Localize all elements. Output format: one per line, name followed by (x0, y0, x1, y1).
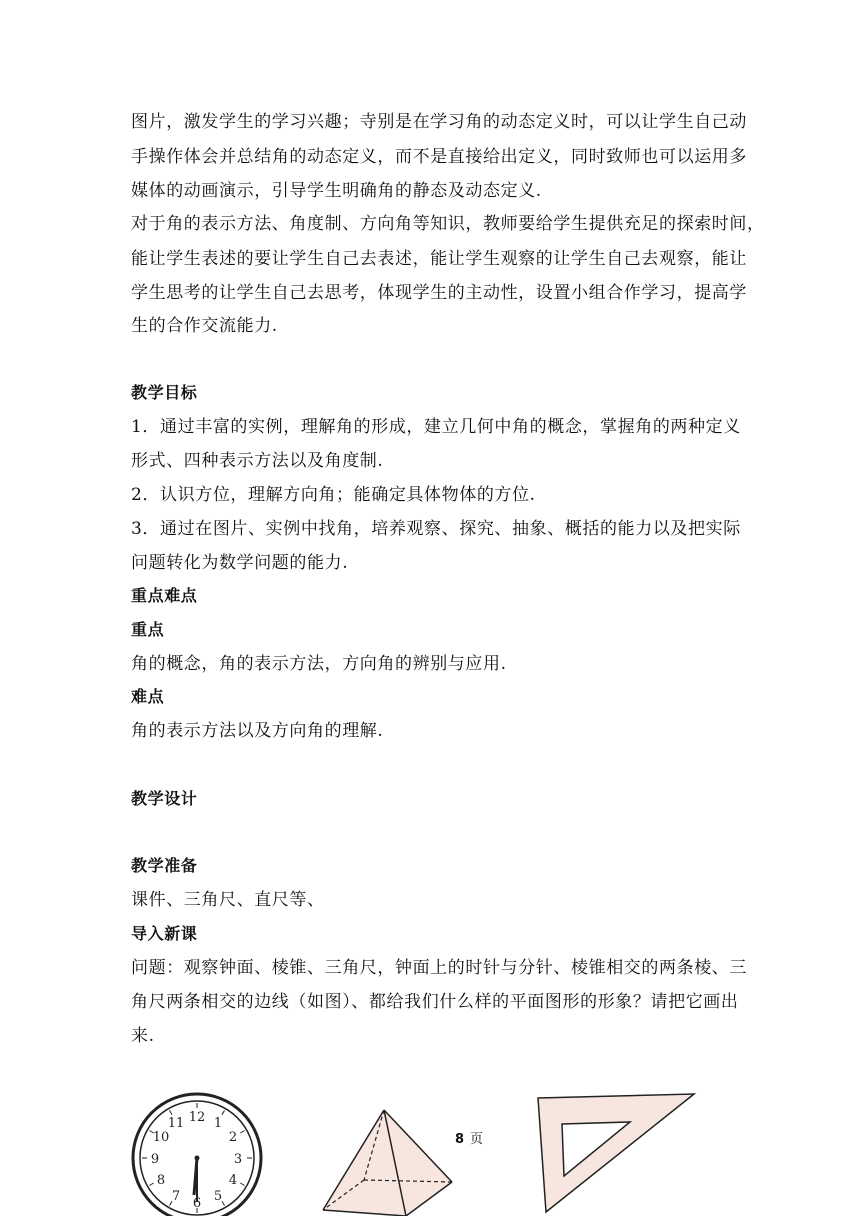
goal-line: 2．认识方位，理解方向角；能确定具体物体的方位. (131, 485, 536, 505)
paragraph-line: 手操作体会并总结角的动态定义，而不是直接给出定义，同时致师也可以运用多 (131, 147, 747, 167)
paragraph-line: 生的合作交流能力. (131, 316, 278, 336)
subheading-difficult: 难点 (131, 687, 165, 706)
paragraph-line: 学生思考的让学生自己去思考，体现学生的主动性，设置小组合作学习，提高学 (131, 283, 747, 303)
difficult-text: 角的表示方法以及方向角的理解. (131, 721, 384, 741)
key-text: 角的概念，角的表示方法，方向角的辨别与应用. (131, 654, 507, 674)
paragraph-line: 图片，激发学生的学习兴趣；寺别是在学习角的动态定义时，可以让学生自己动 (131, 112, 747, 132)
goal-line: 1．通过丰富的实例，理解角的形成，建立几何中角的概念，掌握角的两种定义 (131, 417, 741, 437)
clock-number: 8 (156, 1173, 166, 1188)
prep-text: 课件、三角尺、直尺等、 (131, 890, 325, 910)
section-heading-design: 教学设计 (131, 789, 198, 808)
page-number (455, 1128, 483, 1147)
intro-line: 问题：观察钟面、棱锥、三角尺，钟面上的时针与分针、棱锥相交的两条棱、三 (131, 958, 747, 978)
clock-number: 1 (213, 1116, 223, 1131)
subheading-key: 重点 (131, 620, 165, 639)
clock-number: 12 (188, 1110, 206, 1125)
clock-number: 9 (150, 1152, 160, 1167)
clock-number: 6 (192, 1196, 202, 1211)
page-number-label: 页 (470, 1132, 484, 1147)
paragraph-line: 对于角的表示方法、角度制、方向角等知识，教师要给学生提供充足的探索时间， (131, 214, 765, 234)
clock-number: 10 (152, 1130, 170, 1145)
clock-number: 7 (171, 1189, 181, 1204)
subheading-intro: 导入新课 (131, 924, 198, 943)
goal-line: 3．通过在图片、实例中找角，培养观察、探究、抽象、概括的能力以及把实际 (131, 519, 741, 539)
clock-figure (131, 1090, 267, 1216)
page-number-value: 8 (455, 1132, 465, 1147)
section-heading-goals: 教学目标 (131, 383, 198, 402)
intro-line: 来. (131, 1026, 155, 1046)
set-square-shape (538, 1094, 694, 1212)
clock-number: 4 (228, 1173, 238, 1188)
section-heading-keypoints: 重点难点 (131, 586, 198, 605)
clock-number: 3 (233, 1152, 243, 1167)
clock-number: 11 (167, 1116, 185, 1131)
set-square-figure (530, 1086, 700, 1216)
clock-number: 5 (213, 1189, 223, 1204)
paragraph-line: 媒体的动画演示，引导学生明确角的静态及动态定义. (131, 181, 542, 201)
subheading-prep: 教学准备 (131, 856, 198, 875)
pyramid-figure (316, 1100, 466, 1216)
intro-line: 角尺两条相交的边线（如图）、都给我们什么样的平面图形的形象？请把它画出 (131, 992, 739, 1012)
paragraph-line: 能让学生表述的要让学生自己去表述，能让学生观察的让学生自己去观察，能让 (131, 249, 747, 269)
clock-center (195, 1156, 200, 1161)
goal-line: 问题转化为数学问题的能力. (131, 553, 349, 573)
clock-number: 2 (228, 1130, 238, 1145)
goal-line: 形式、四种表示方法以及角度制. (131, 451, 384, 471)
